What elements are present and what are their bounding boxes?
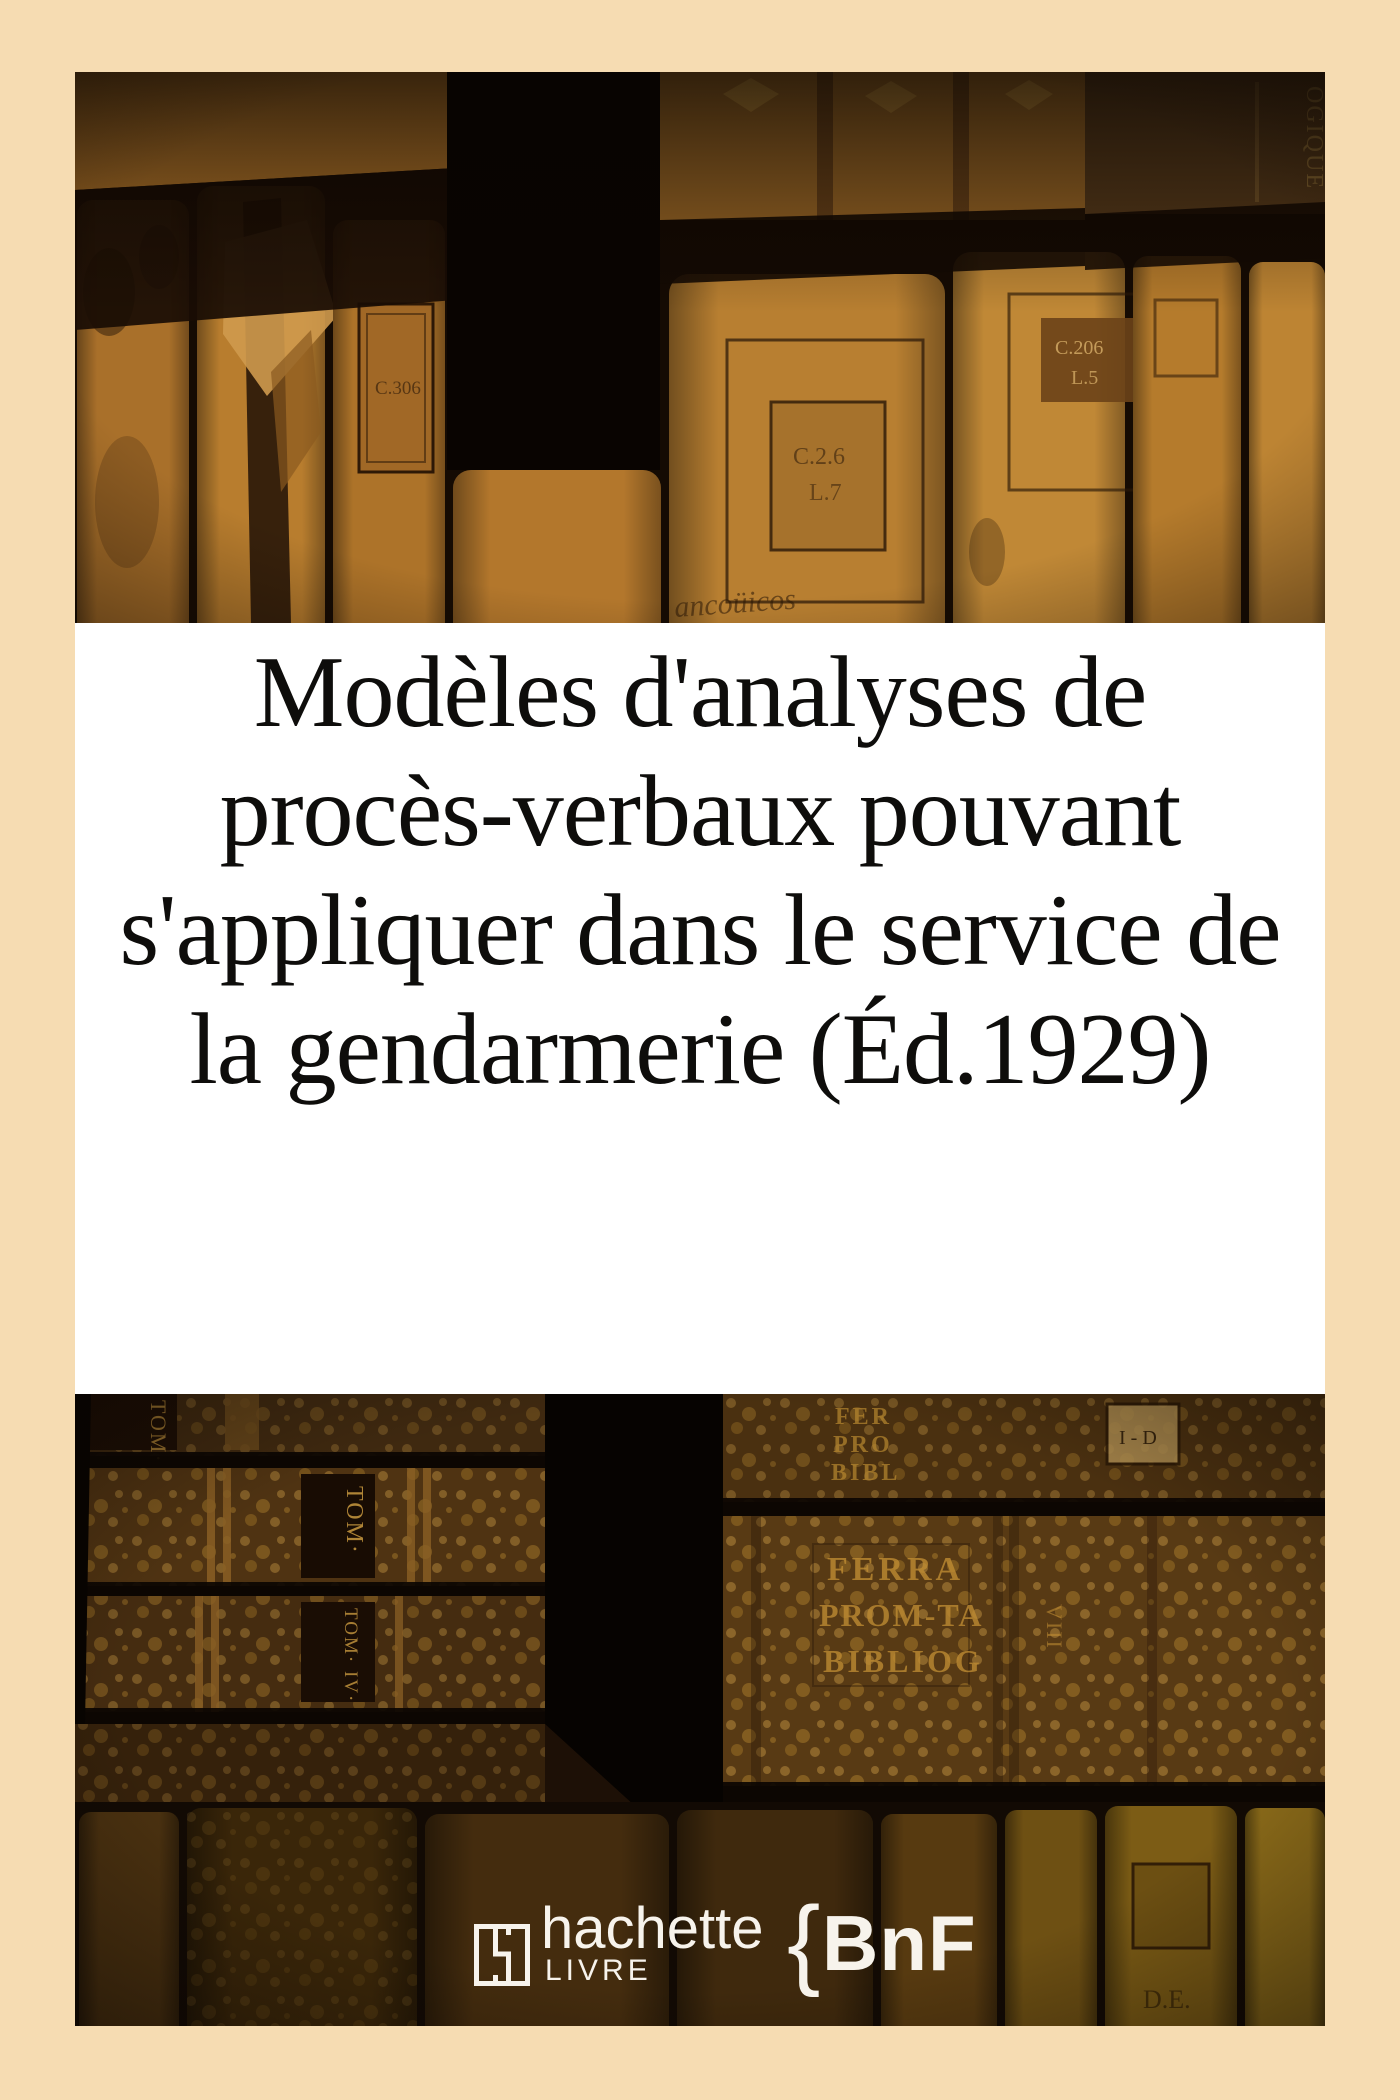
vignette	[75, 72, 1325, 623]
hachette-wordmark: hachette	[541, 1896, 764, 1961]
bnf-brace-icon: {	[787, 1886, 821, 1998]
title-line-1: Modèles d'analyses de	[253, 636, 1147, 749]
book-title	[75, 623, 1325, 1109]
title-line-3: s'appliquer dans le service de	[119, 874, 1281, 987]
title-panel	[75, 623, 1325, 1394]
old-books-photo-top	[75, 72, 1325, 623]
cover-photo-bottom	[75, 1394, 1325, 2026]
title-line-4: la gendarmerie (Éd.1929)	[189, 993, 1211, 1106]
cover-photo-top	[75, 72, 1325, 623]
hachette-livre-label: LIVRE	[545, 1954, 652, 1987]
publisher-logos	[75, 1394, 1325, 2026]
bnf-wordmark: BnF	[822, 1899, 977, 1987]
title-line-2: procès-verbaux pouvant	[219, 755, 1181, 868]
hachette-logo-icon	[473, 1923, 531, 1987]
